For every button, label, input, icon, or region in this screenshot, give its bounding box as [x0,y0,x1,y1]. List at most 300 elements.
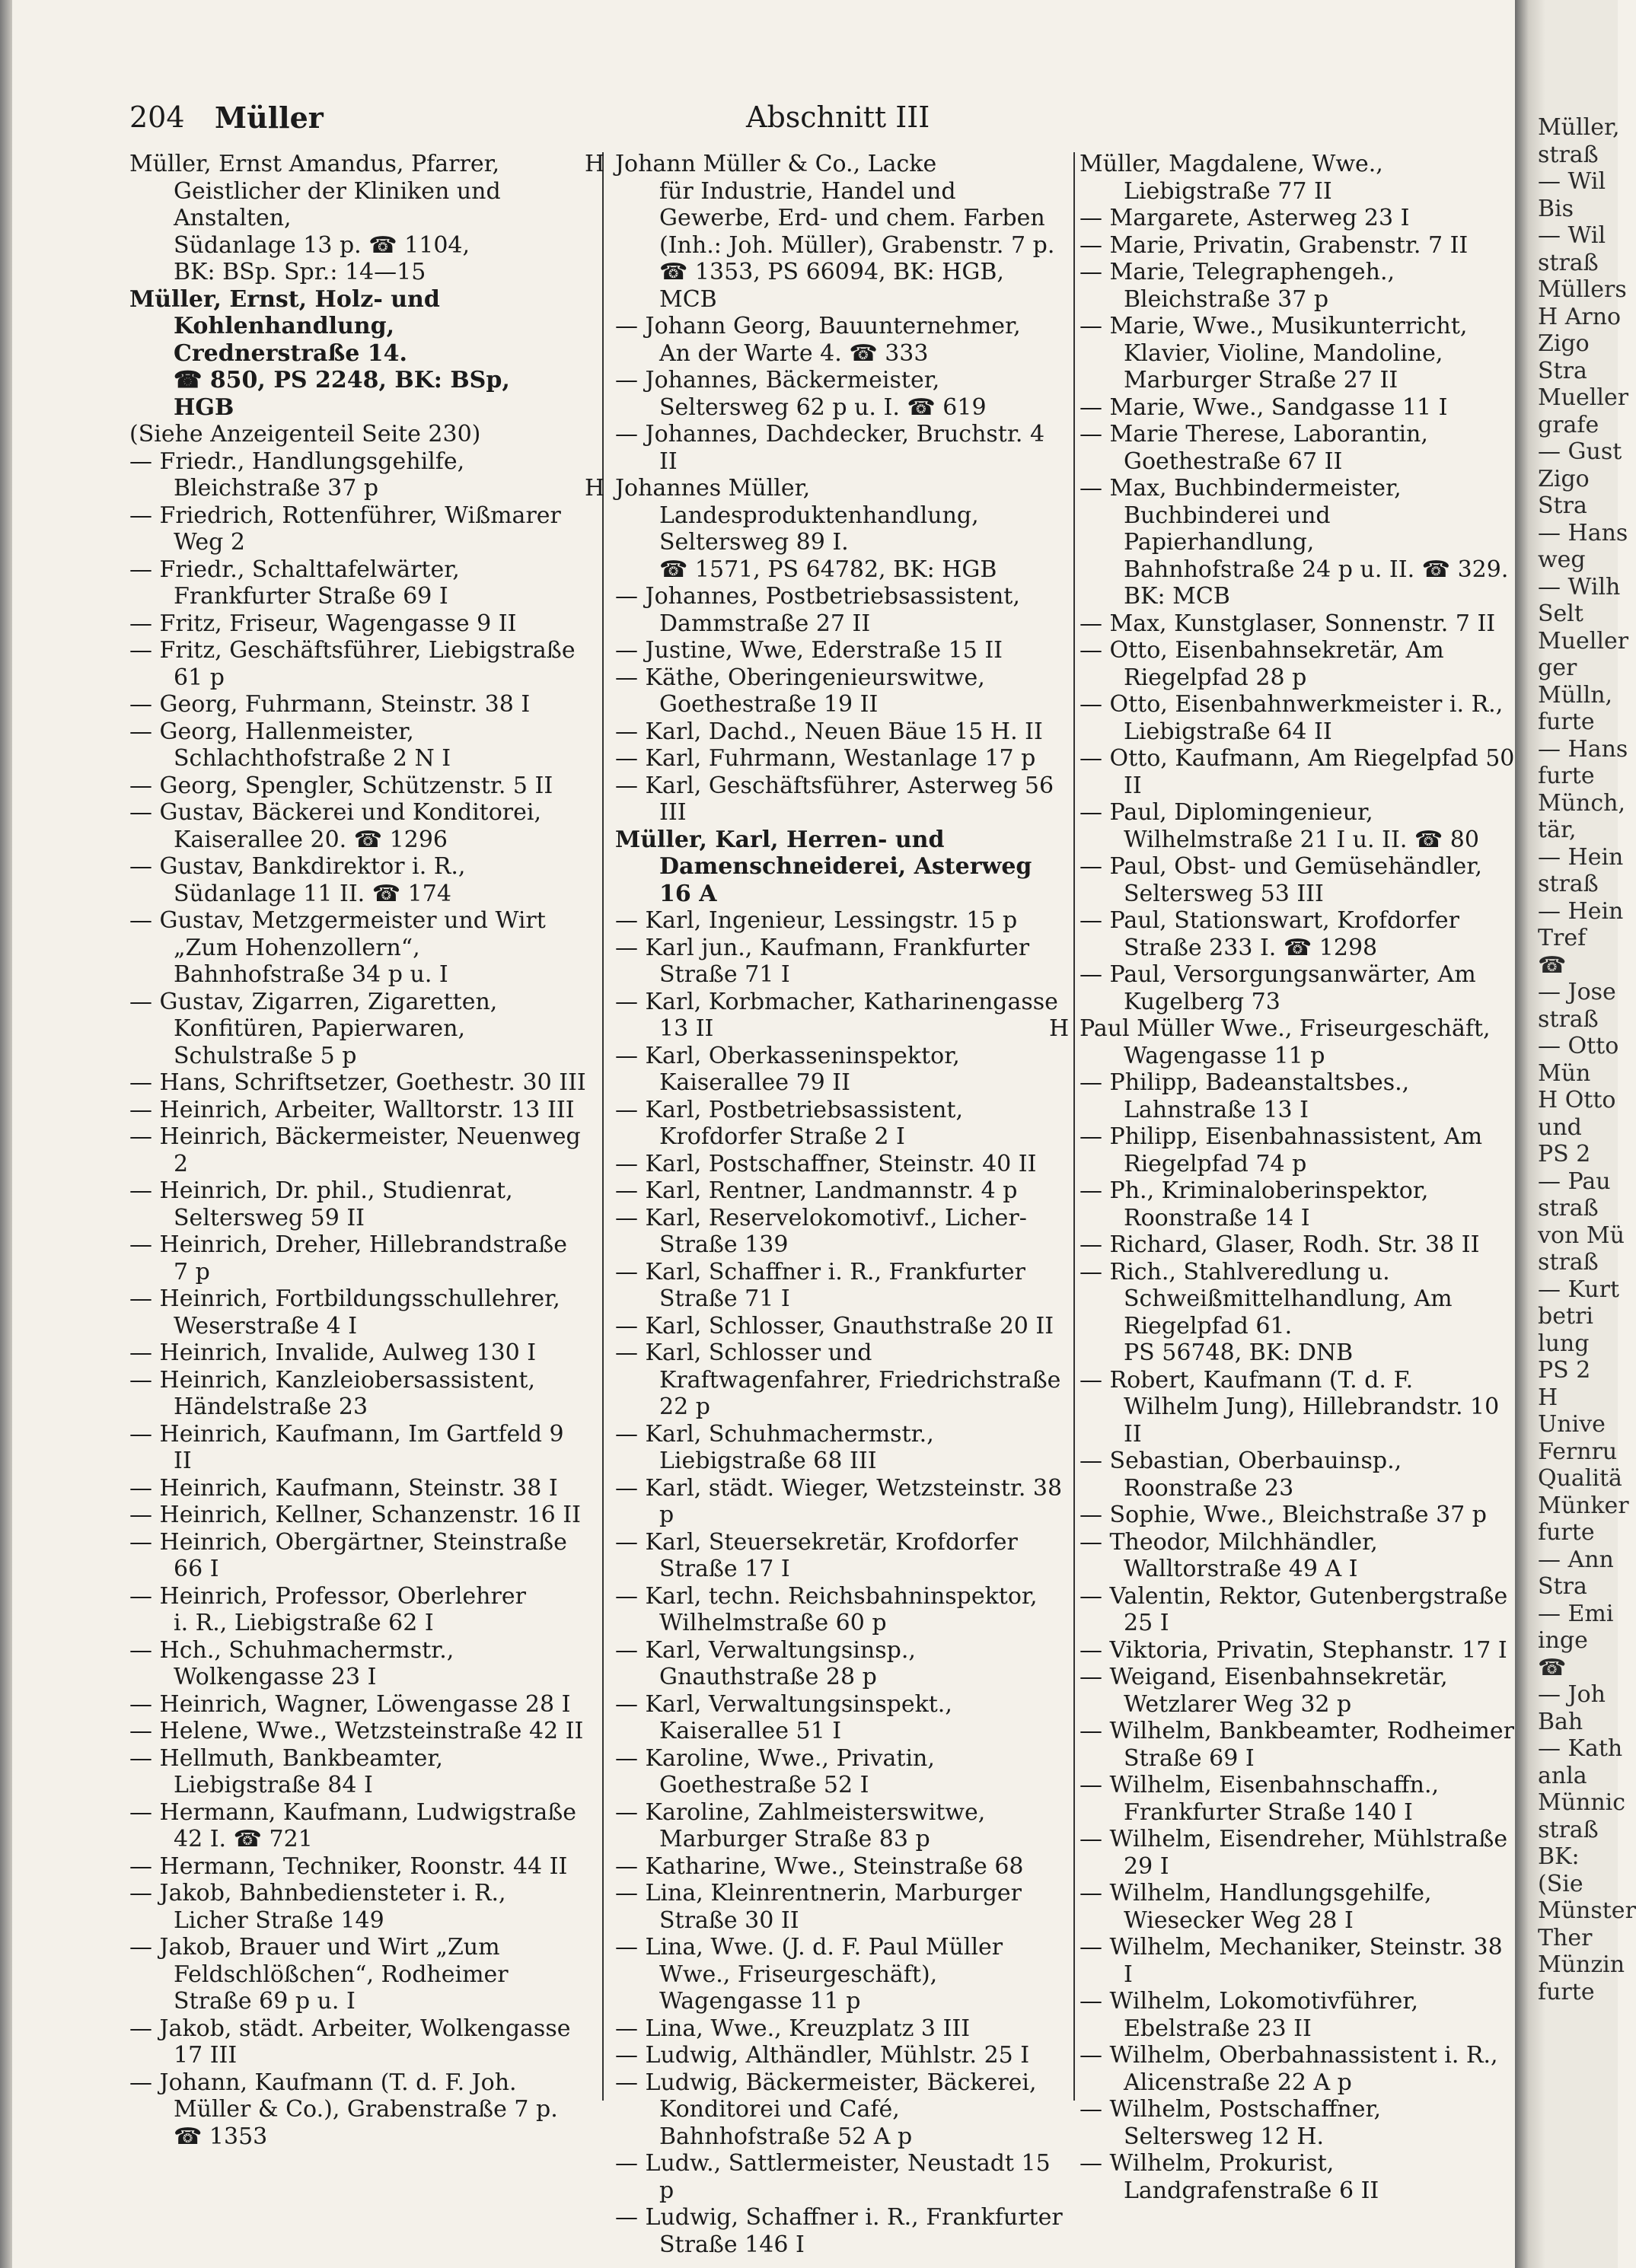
entry-text: — Friedrich, Rottenführer, Wißmarer Weg 2 [129,502,561,556]
facing-page-line: — Kurt [1538,1276,1620,1303]
directory-entry [615,421,1069,475]
directory-entry [129,691,586,718]
entry-text: — Philipp, Eisenbahnassistent, Am Riegelpfad 74 p [1080,1123,1483,1177]
entry-text: — Karoline, Wwe., Privatin, Goethestraße 52 I [615,1744,935,1798]
facing-page-line: ☎ [1538,951,1567,979]
facing-page-line: Mueller [1538,384,1629,411]
facing-page-line: Qualitä [1538,1465,1622,1492]
entry-text: — Wilhelm, Oberbahnassistent i. R., Alicenstraße 22 A p [1080,2042,1498,2096]
directory-entry [1080,475,1515,610]
entry-text: — Gustav, Metzgermeister und Wirt „Zum Hohenzollern“, Bahnhofstraße 34 p u. I [129,907,546,988]
directory-entry [1080,2096,1515,2150]
entry-text: — Georg, Hallenmeister, Schlachthofstraße 2 N I [129,718,451,772]
entry-text: Paul Müller Wwe., Friseurgeschäft, Wagengasse 11 p [1080,1015,1491,1069]
entry-text: — Ludwig, Althändler, Mühlstr. 25 I [615,2042,1030,2069]
directory-entry [129,1529,586,1583]
entry-text: — Jakob, städt. Arbeiter, Wolkengasse 17 III [129,2015,571,2069]
facing-page-line: — Pau [1538,1167,1611,1195]
directory-entry [615,2069,1069,2151]
entry-text: — Marie, Privatin, Grabenstr. 7 II [1080,231,1469,259]
entry-text: — Johannes, Postbetriebsassistent, Dammstraße 27 II [615,583,1020,637]
directory-entry [615,1880,1069,1934]
directory-entry [1080,394,1515,422]
entry-text: — Ludw., Sattlermeister, Neustadt 15 p [615,2150,1051,2204]
directory-entry [615,1745,1069,1799]
facing-page-line: — Hans [1538,735,1628,763]
entry-text: — Marie, Telegraphengeh., Bleichstraße 37 p [1080,259,1395,313]
column-divider [1073,152,1075,2101]
entry-text: — Jakob, Brauer und Wirt „Zum Feldschlößchen“, Rodheimer Straße 69 p u. I [129,1934,509,2015]
directory-column-2 [585,151,1069,2258]
facing-page-line: Münch, [1538,789,1626,817]
entry-text: — Sophie, Wwe., Bleichstraße 37 p [1080,1502,1488,1528]
facing-page-line: anla [1538,1762,1587,1789]
facing-page-line: inge [1538,1627,1588,1654]
facing-page-line: Selt [1538,600,1583,627]
directory-entry [1080,1583,1515,1637]
directory-entry [1080,2150,1515,2204]
directory-entry [1080,232,1515,260]
entry-text: — Heinrich, Kellner, Schanzenstr. 16 II [129,1502,581,1528]
entry-text: — Heinrich, Dreher, Hillebrandstraße 7 p [129,1231,567,1285]
facing-page-line: Zigo [1538,465,1590,492]
facing-page-line: ger [1538,655,1577,681]
entry-text: — Wilhelm, Bankbeamter, Rodheimer Straße 69 I [1080,1718,1514,1772]
directory-entry [615,664,1069,718]
entry-text: — Fritz, Friseur, Wagengasse 9 II [129,610,517,637]
entry-text: Müller, Ernst Amandus, Pfarrer, Geistlicher der Kliniken und Anstalten, Südanlage 13 p. ☎ 1104, BK: BSp. Spr.: 14—15 [129,151,501,285]
entry-text: — Gustav, Bäckerei und Konditorei, Kaiserallee 20. ☎ 1296 [129,799,542,853]
facing-page-text [1538,114,1636,2005]
directory-entry [615,1799,1069,1853]
directory-column-1 [129,151,586,2150]
directory-entry [615,1637,1069,1691]
directory-entry [1080,1529,1515,1583]
directory-entry [129,718,586,772]
facing-page-line: Mülln, [1538,681,1613,709]
entry-text: — Karl, Rentner, Landmannstr. 4 p [615,1177,1018,1204]
directory-entry [1080,691,1515,745]
facing-page-line: — Wil [1538,168,1606,195]
directory-entry [615,313,1069,367]
facing-page-line: furte [1538,763,1595,789]
directory-entry [129,853,586,907]
entry-text: — Otto, Kaufmann, Am Riegelpfad 50 II [1080,745,1515,799]
entry-text: — Karl, Verwaltungsinsp., Gnauthstraße 28 p [615,1636,916,1690]
facing-page-line: — Ann [1538,1546,1614,1573]
facing-page-line: BK: [1538,1843,1580,1870]
entry-text: Müller, Ernst, Holz- und Kohlenhandlung, Crednerstraße 14. ☎ 850, PS 2248, BK: BSp, HGB [129,285,510,421]
directory-entry [1080,259,1515,313]
entry-text: — Karl, Oberkasseninspektor, Kaiserallee 79 II [615,1042,960,1096]
directory-entry [615,1205,1069,1259]
directory-entry [129,637,586,691]
facing-page-line: Müllers [1538,276,1627,303]
directory-entry [1080,205,1515,232]
entry-text: — Rich., Stahlveredlung u. Schweißmittelhandlung, Am Riegelpfad 61. PS 56748, BK: DNB [1080,1258,1453,1366]
entry-text: — Georg, Spengler, Schützenstr. 5 II [129,772,553,799]
facing-page-line: furte [1538,709,1595,735]
directory-entry [129,1339,586,1367]
entry-text: — Valentin, Rektor, Gutenbergstraße 25 I [1080,1582,1508,1636]
entry-text: — Ludwig, Bäckermeister, Bäckerei, Konditorei und Café, Bahnhofstraße 52 A p [615,2069,1037,2150]
entry-text: — Karl jun., Kaufmann, Frankfurter Straße 71 I [615,934,1030,988]
directory-entry [129,1691,586,1719]
facing-page-line: tär, [1538,817,1577,843]
entry-text: — Wilhelm, Mechaniker, Steinstr. 38 I [1080,1934,1503,1988]
entry-text: — Wilhelm, Lokomotivführer, Ebelstraße 23 II [1080,1988,1418,2042]
facing-page-line: Mün [1538,1059,1591,1087]
entry-text: — Johann, Kaufmann (T. d. F. Joh. Müller & Co.), Grabenstraße 7 p. ☎ 1353 [129,2069,558,2150]
facing-page-line: lung [1538,1330,1590,1357]
page-header [129,100,1515,139]
facing-page-line: straß [1538,1005,1599,1033]
directory-entry [615,1583,1069,1637]
facing-page-line: Fernru [1538,1438,1618,1465]
directory-entry [129,151,586,286]
directory-entry [1049,1015,1515,1069]
directory-entry [1080,1772,1515,1826]
directory-entry [615,1421,1069,1475]
facing-page-line: — Jose [1538,979,1616,1005]
directory-entry [615,1339,1069,1421]
directory-entry [1080,151,1515,205]
directory-entry [615,2204,1069,2258]
facing-page-line: straß [1538,1249,1599,1276]
directory-entry [129,1745,586,1799]
directory-entry [615,718,1069,746]
directory-entry [129,1367,586,1421]
directory-entry [1080,1718,1515,1772]
directory-entry [129,2015,586,2069]
facing-page-line: — Kath [1538,1735,1623,1762]
facing-page-line: — Joh [1538,1681,1606,1708]
directory-entry [129,1853,586,1881]
facing-page-line: — Wil [1538,222,1606,249]
directory-entry [129,1880,586,1934]
directory-entry [129,448,586,502]
entry-text: — Friedr., Schalttafelwärter, Frankfurter Straße 69 I [129,556,460,610]
directory-entry [1080,1934,1515,1988]
entry-text: — Theodor, Milchhändler, Walltorstraße 49 A I [1080,1528,1378,1582]
directory-entry [1080,610,1515,638]
facing-page-line: — Gust [1538,438,1622,465]
entry-text: — Max, Kunstglaser, Sonnenstr. 7 II [1080,610,1496,637]
facing-page-line: PS 2 [1538,1357,1591,1384]
directory-entry [129,799,586,853]
facing-page-line: — Hein [1538,897,1624,925]
directory-entry [1080,1826,1515,1880]
facing-page-line: Bah [1538,1708,1583,1735]
directory-entry [1080,1259,1515,1367]
directory-entry [129,1123,586,1177]
directory-entry [1080,2042,1515,2096]
entry-text: — Helene, Wwe., Wetzsteinstraße 42 II [129,1718,584,1744]
entry-text: — Paul, Obst- und Gemüsehändler, Seltersweg 53 III [1080,853,1482,907]
directory-entry [615,1313,1069,1340]
facing-page-line: straß [1538,1195,1599,1222]
entry-text: — Marie, Wwe., Musikunterricht, Klavier, Violine, Mandoline, Marburger Straße 27 II [1080,313,1468,393]
entry-text: — Karl, Ingenieur, Lessingstr. 15 p [615,907,1018,934]
entry-text: — Karl, Postbetriebsassistent, Krofdorfer Straße 2 I [615,1096,964,1150]
entry-text: — Heinrich, Kanzleiobersassistent, Händelstraße 23 [129,1366,536,1420]
entry-text: — Karl, städt. Wieger, Wetzsteinstr. 38 p [615,1474,1063,1528]
directory-entry [1080,799,1515,853]
entry-text: — Karl, Steuersekretär, Krofdorfer Straße 17 I [615,1528,1018,1582]
facing-page-line: Münster [1538,1897,1636,1924]
entry-text: — Karl, Schlosser, Gnauthstraße 20 II [615,1312,1054,1339]
entry-text: — Justine, Wwe, Ederstraße 15 II [615,637,1003,664]
directory-entry [615,827,1069,908]
directory-entry [615,637,1069,664]
entry-text: — Marie, Wwe., Sandgasse 11 I [1080,393,1448,421]
entry-text: — Karoline, Zahlmeisterswitwe, Marburger Straße 83 p [615,1798,986,1852]
directory-entry [615,1853,1069,1881]
facing-page-line: straß [1538,1816,1599,1843]
facing-page-line: straß [1538,141,1599,168]
facing-page-line: von Mü [1538,1222,1625,1249]
directory-entry [1080,1177,1515,1231]
directory-entry [129,989,586,1070]
facing-page-line: betri [1538,1303,1593,1330]
facing-page-line: Ther [1538,1924,1593,1951]
entry-text: Johann Müller & Co., Lacke für Industrie, Handel und Gewerbe, Erd- und chem. Farben (Inh.: Joh. Müller), Grabenstr. 7 p. ☎ 1353, PS 66094, BK: HGB, MCB [615,151,1055,313]
entry-text: — Paul, Versorgungsanwärter, Am Kugelberg 73 [1080,961,1476,1015]
directory-entry [1080,637,1515,691]
facing-page-line: Mueller [1538,627,1629,655]
directory-entry [129,1097,586,1124]
directory-entry [129,502,586,556]
directory-entry [615,907,1069,935]
facing-page-line: — Hans [1538,519,1628,546]
entry-text: — Richard, Glaser, Rodh. Str. 38 II [1080,1231,1480,1258]
directory-entry [129,1069,586,1097]
directory-entry [615,1934,1069,2015]
directory-entry [129,1583,586,1637]
directory-entry [1080,745,1515,799]
directory-entry [1080,1502,1515,1529]
facing-page-line: Unive [1538,1411,1606,1438]
directory-entry [615,1177,1069,1205]
directory-entry [129,286,586,422]
directory-entry [1080,961,1515,1015]
entry-text: — Paul, Stationswart, Krofdorfer Straße 233 I. ☎ 1298 [1080,907,1459,961]
directory-entry [615,1529,1069,1583]
entry-text: — Heinrich, Invalide, Aulweg 130 I [129,1339,537,1366]
entry-text: — Johannes, Dachdecker, Bruchstr. 4 II [615,421,1045,475]
directory-entry [129,1934,586,2015]
entry-text: — Paul, Diplomingenieur, Wilhelmstraße 21 I u. II. ☎ 80 [1080,799,1479,853]
facing-page-line: H [1538,1384,1558,1411]
entry-text: — Karl, Postschaffner, Steinstr. 40 II [615,1150,1037,1177]
facing-page-line: Münzin [1538,1951,1625,1978]
entry-text: — Heinrich, Wagner, Löwengasse 28 I [129,1690,571,1718]
entry-text: — Heinrich, Kaufmann, Im Gartfeld 9 II [129,1420,564,1474]
facing-page-line: straß [1538,249,1599,276]
directory-entry [1080,1367,1515,1448]
entry-text: — Heinrich, Bäckermeister, Neuenweg 2 [129,1123,581,1177]
facing-page-line: — Otto [1538,1033,1619,1059]
directory-entry [1080,853,1515,907]
entry-text: — Johannes, Bäckermeister, Seltersweg 62 p u. I. ☎ 619 [615,367,987,421]
directory-entry [585,151,1069,313]
entry-text: — Friedr., Handlungsgehilfe, Bleichstraße 37 p [129,448,465,502]
entry-text: — Hermann, Techniker, Roonstr. 44 II [129,1852,568,1880]
entry-text: — Karl, Reservelokomotivf., Licher-Straße 139 [615,1204,1027,1258]
facing-page-line: Stra [1538,1573,1587,1600]
entry-text: Müller, Karl, Herren- und Damenschneiderei, Asterweg 16 A [615,826,1032,907]
entry-text: — Heinrich, Dr. phil., Studienrat, Seltersweg 59 II [129,1177,513,1231]
entry-text: — Karl, Fuhrmann, Westanlage 17 p [615,745,1036,772]
directory-entry [615,935,1069,989]
entry-text: — Käthe, Oberingenieurswitwe, Goethestraße 19 II [615,664,985,718]
directory-column-3 [1049,151,1515,2204]
facing-page-line: ☎ [1538,1654,1567,1681]
entry-text: Müller, Magdalene, Wwe., Liebigstraße 77 II [1080,151,1383,205]
entry-text: — Ph., Kriminaloberinspektor, Roonstraße 14 I [1080,1177,1429,1231]
directory-entry [615,989,1069,1043]
facing-page-line: Münnic [1538,1789,1626,1816]
entry-text: — Hch., Schuhmachermstr., Wolkengasse 23 I [129,1636,454,1690]
directory-entry [615,2042,1069,2069]
entry-text: — Heinrich, Professor, Oberlehrer i. R., Liebigstraße 62 I [129,1582,526,1636]
entry-text: — Gustav, Zigarren, Zigaretten, Konfitüren, Papierwaren, Schulstraße 5 p [129,988,498,1069]
directory-entry [615,745,1069,772]
directory-entry [1080,313,1515,394]
facing-page-line: — Emi [1538,1600,1614,1627]
entry-marker: H [585,151,605,177]
entry-text: — Fritz, Geschäftsführer, Liebigstraße 61 p [129,637,576,691]
entry-text: — Johann Georg, Bauunternehmer, An der Warte 4. ☎ 333 [615,313,1021,367]
entry-text: — Georg, Fuhrmann, Steinstr. 38 I [129,691,531,718]
facing-page-line: Bis [1538,195,1574,222]
facing-page-line: Münker [1538,1492,1629,1519]
entry-text: — Sebastian, Oberbauinsp., Roonstraße 23 [1080,1448,1402,1502]
directory-entry [129,1637,586,1691]
entry-text: — Karl, Korbmacher, Katharinengasse 13 II [615,988,1058,1042]
entry-marker: H [585,475,605,502]
directory-entry [615,2015,1069,2043]
directory-entry [129,1502,586,1529]
entry-text: — Robert, Kaufmann (T. d. F. Wilhelm Jung), Hillebrandstr. 10 II [1080,1366,1500,1448]
directory-entry [129,610,586,638]
directory-entry [129,2069,586,2151]
entry-text: — Heinrich, Obergärtner, Steinstraße 66 I [129,1528,567,1582]
facing-page-line: Stra [1538,492,1587,519]
entry-text: — Otto, Eisenbahnsekretär, Am Riegelpfad 28 p [1080,637,1444,691]
entry-text: — Karl, Schuhmachermstr., Liebigstraße 68 III [615,1420,934,1474]
entry-text: — Gustav, Bankdirektor i. R., Südanlage 11 II. ☎ 174 [129,853,466,907]
facing-page-line: weg [1538,546,1586,573]
directory-entry [615,367,1069,421]
facing-page-line: furte [1538,1978,1595,2005]
entry-text: — Jakob, Bahnbediensteter i. R., Licher Straße 149 [129,1880,506,1934]
entry-text: — Wilhelm, Eisendreher, Mühlstraße 29 I [1080,1826,1508,1880]
entry-text: Johannes Müller, Landesproduktenhandlung, Seltersweg 89 I. ☎ 1571, PS 64782, BK: HGB [615,475,997,583]
entry-text: — Wilhelm, Eisenbahnschaffn., Frankfurter Straße 140 I [1080,1772,1440,1826]
directory-entry [129,421,586,448]
entry-text: — Karl, Geschäftsführer, Asterweg 56 III [615,772,1054,826]
entry-text: — Heinrich, Fortbildungsschullehrer, Weserstraße 4 I [129,1285,560,1339]
entry-text: — Karl, Schaffner i. R., Frankfurter Straße 71 I [615,1258,1025,1312]
directory-entry [129,556,586,610]
facing-page-line: H Otto [1538,1087,1616,1113]
entry-text: — Lina, Wwe. (J. d. F. Paul Müller Wwe., Friseurgeschäft), Wagengasse 11 p [615,1934,1003,2015]
entry-text: — Wilhelm, Prokurist, Landgrafenstraße 6 II [1080,2150,1379,2204]
entry-text: — Max, Buchbindermeister, Buchbinderei und Papierhandlung, Bahnhofstraße 24 p u. II. ☎ 329. BK: MCB [1080,475,1509,610]
entry-text: — Marie Therese, Laborantin, Goethestraße 67 II [1080,421,1428,475]
entry-text: — Otto, Eisenbahnwerkmeister i. R., Liebigstraße 64 II [1080,691,1504,745]
entry-text: — Heinrich, Kaufmann, Steinstr. 38 I [129,1474,558,1502]
entry-marker: H [1049,1015,1070,1042]
directory-entry [1080,1069,1515,1123]
directory-entry [1080,1880,1515,1934]
entry-text: — Hans, Schriftsetzer, Goethestr. 30 III [129,1069,586,1096]
entry-text: — Lina, Wwe., Kreuzplatz 3 III [615,2015,971,2042]
entry-text: — Weigand, Eisenbahnsekretär, Wetzlarer Weg 32 p [1080,1664,1448,1718]
directory-entry [615,772,1069,827]
directory-entry [615,1475,1069,1529]
entry-text: — Karl, Schlosser und Kraftwagenfahrer, Friedrichstraße 22 p [615,1339,1061,1420]
directory-entry [615,2150,1069,2204]
directory-entry [1080,907,1515,961]
entry-text: — Margarete, Asterweg 23 I [1080,205,1410,231]
directory-entry [1080,1231,1515,1259]
facing-page-line: grafe [1538,411,1599,438]
column-divider [602,152,604,2101]
facing-page-line: Stra [1538,357,1587,384]
entry-text: — Karl, Verwaltungsinspekt., Kaiserallee 51 I [615,1690,952,1744]
entry-text: — Karl, Dachd., Neuen Bäue 15 H. II [615,718,1043,745]
directory-entry [129,1231,586,1285]
directory-entry [615,1259,1069,1313]
facing-page-line: Tref [1538,925,1587,951]
entry-text: — Philipp, Badeanstaltsbes., Lahnstraße 13 I [1080,1069,1410,1123]
entry-text: — Lina, Kleinrentnerin, Marburger Straße 30 II [615,1880,1022,1934]
directory-entry [129,1718,586,1745]
directory-entry [129,1285,586,1339]
directory-entry [1080,421,1515,475]
directory-entry [585,475,1069,583]
facing-page-edge [1515,0,1636,2268]
directory-entry [1080,1637,1515,1664]
entry-text: — Heinrich, Arbeiter, Walltorstr. 13 III [129,1096,575,1123]
directory-entry [615,1151,1069,1178]
directory-entry [1080,1988,1515,2042]
page-number: 204 [129,100,185,134]
entry-text: — Viktoria, Privatin, Stephanstr. 17 I [1080,1636,1507,1664]
directory-entry [1080,1123,1515,1177]
facing-page-line: straß [1538,871,1599,897]
entry-text: — Hellmuth, Bankbeamter, Liebigstraße 84 I [129,1744,443,1798]
entry-text: — Wilhelm, Handlungsgehilfe, Wiesecker Weg 28 I [1080,1880,1432,1934]
directory-entry [129,1421,586,1475]
facing-page-line: — Wilh [1538,573,1621,600]
facing-page-line: (Sie [1538,1870,1583,1897]
facing-page-line: PS 2 [1538,1141,1591,1167]
entry-text: — Hermann, Kaufmann, Ludwigstraße 42 I. ☎ 721 [129,1798,577,1852]
directory-entry [129,1799,586,1853]
entry-text: — Karl, techn. Reichsbahninspektor, Wilhelmstraße 60 p [615,1582,1038,1636]
directory-entry [1080,1664,1515,1718]
facing-page-line: und [1538,1113,1582,1141]
directory-entry [1080,1448,1515,1502]
entry-text: — Wilhelm, Postschaffner, Seltersweg 12 H. [1080,2096,1382,2150]
directory-entry [129,1475,586,1502]
directory-entry [615,1097,1069,1151]
facing-page-line: Zigo [1538,330,1590,357]
facing-page-line: H Arno [1538,303,1622,330]
